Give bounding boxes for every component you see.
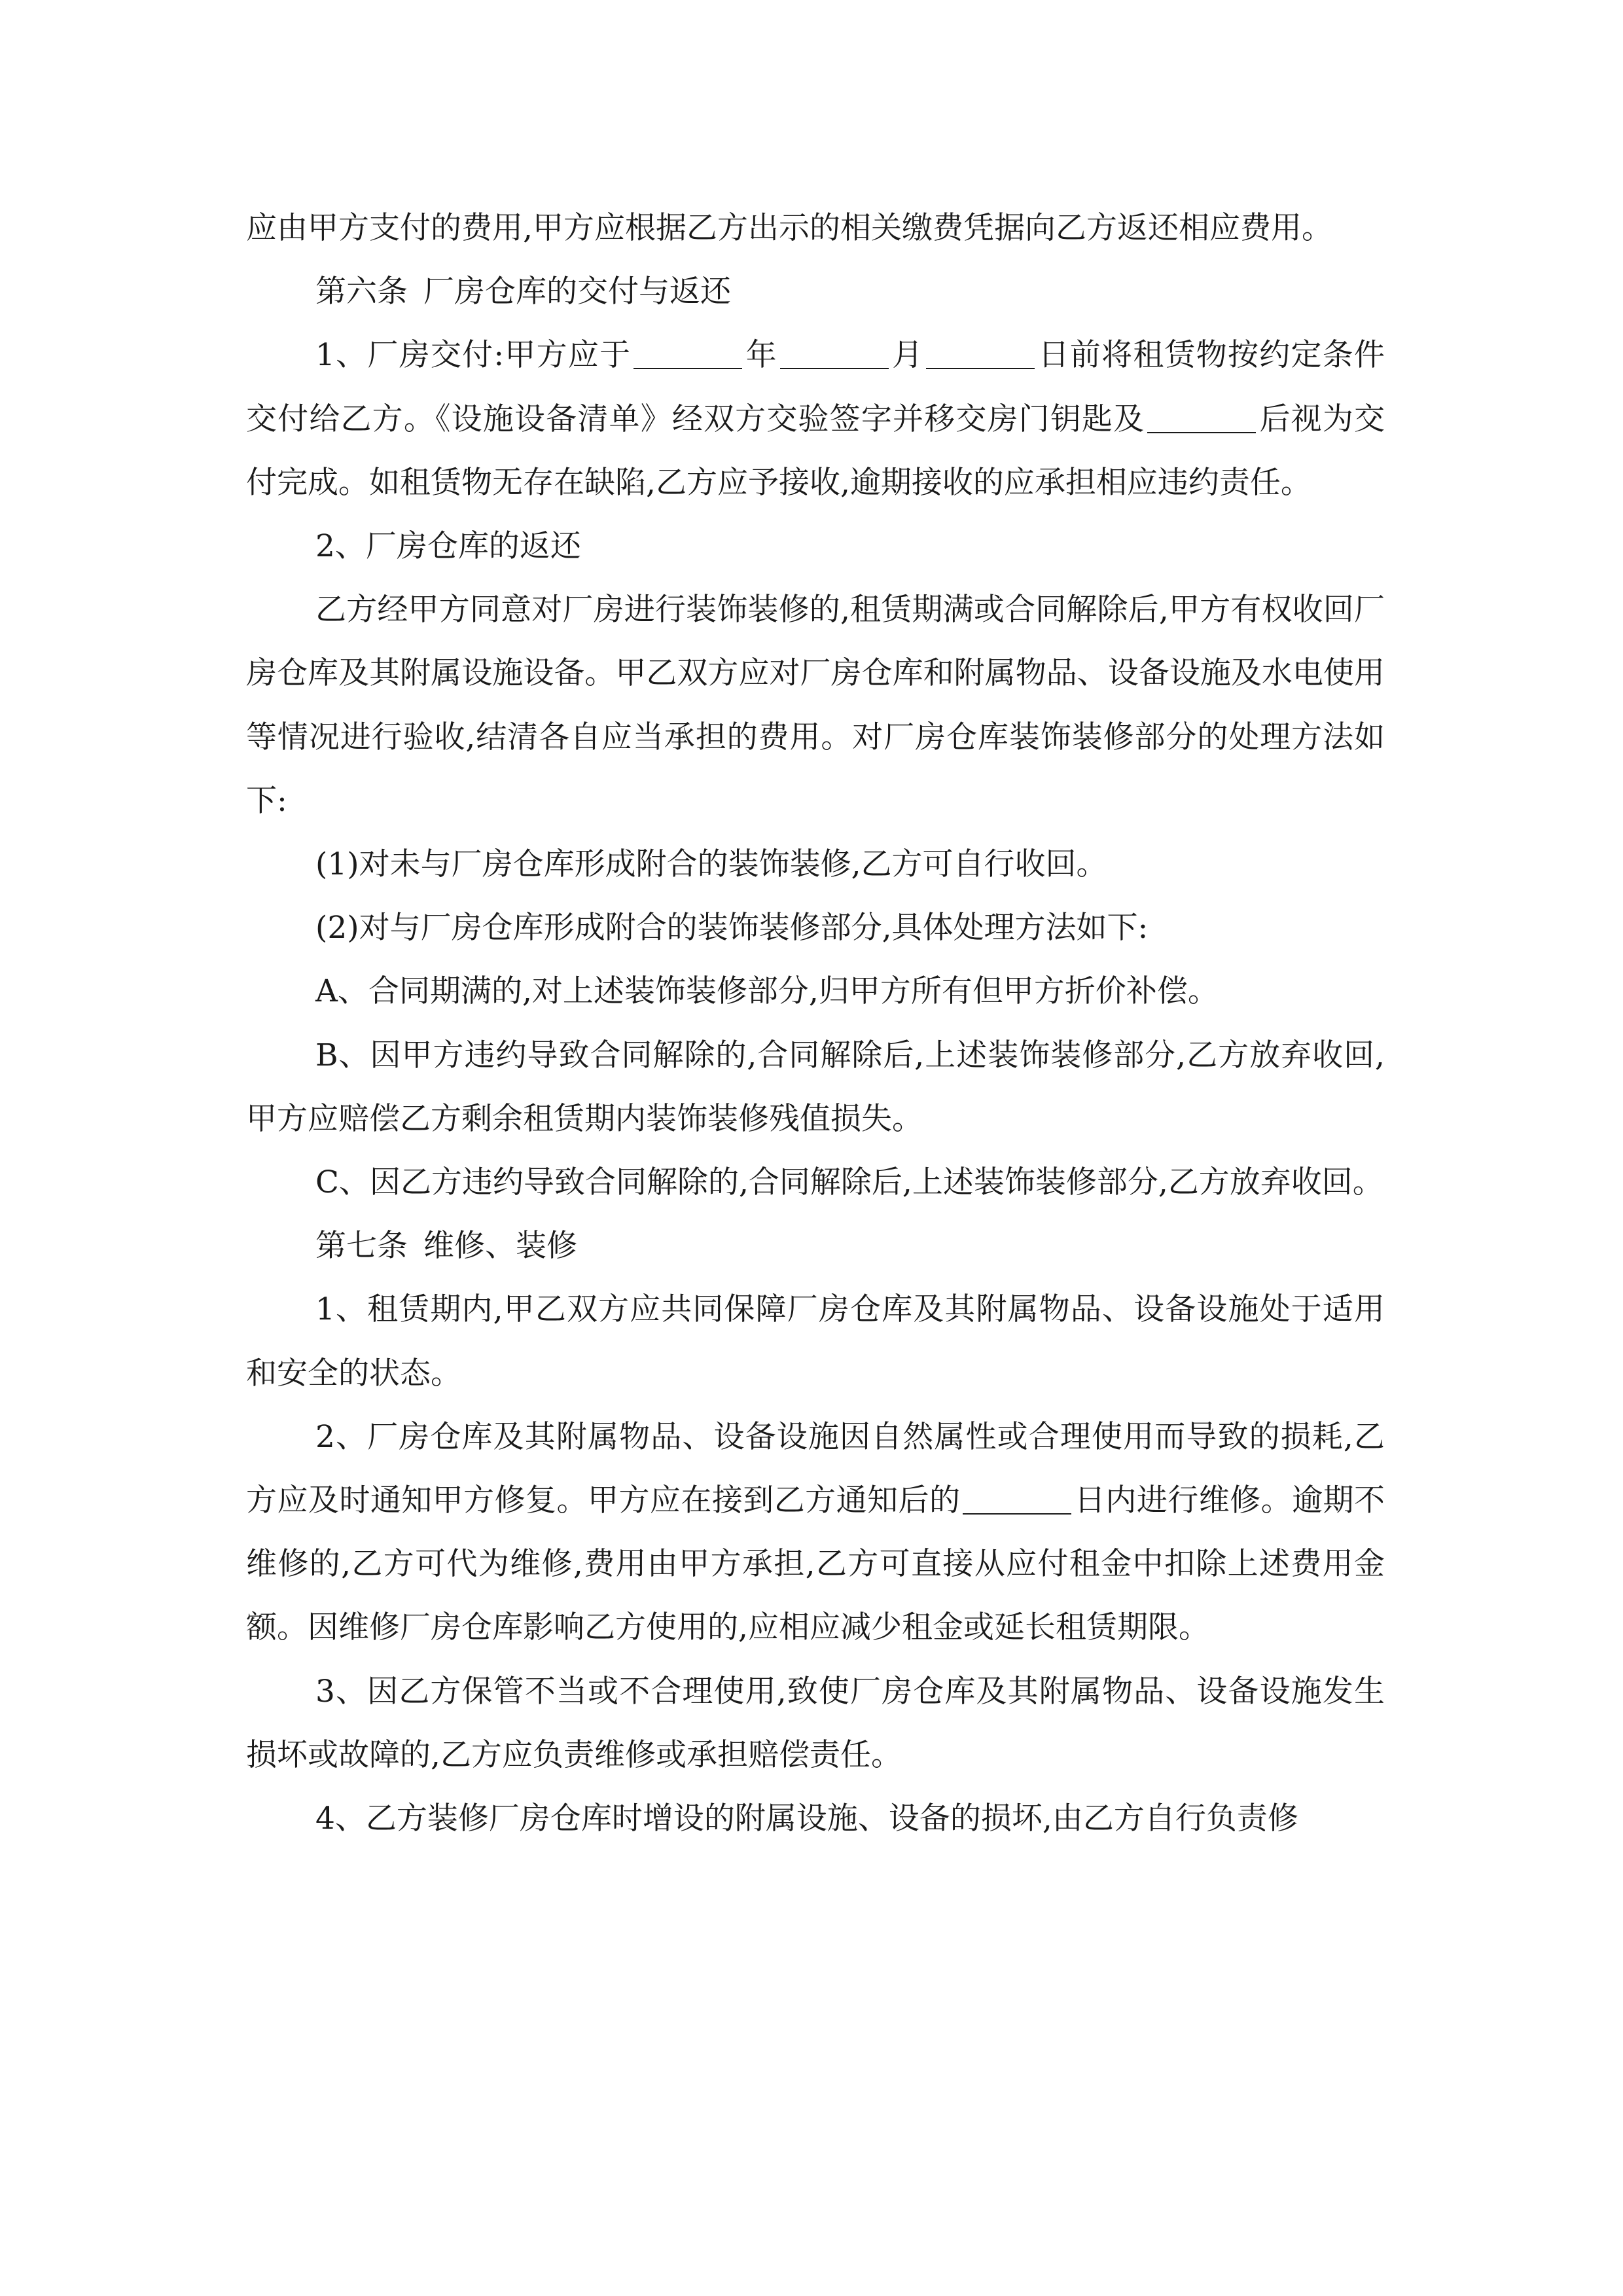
article-6-clause-2-heading: 2、厂房仓库的返还 xyxy=(315,528,581,565)
document-body xyxy=(246,196,1385,1850)
article-6-clause-2-item-c: C、因乙方违约导致合同解除的,合同解除后,上述装饰装修部分,乙方放弃收回。 xyxy=(315,1164,1383,1201)
article-6-heading: 第六条 厂房仓库的交付与返还 xyxy=(315,274,731,310)
article-6-clause-2-item-1: (1)对未与厂房仓库形成附合的装饰装修,乙方可自行收回。 xyxy=(315,846,1107,883)
blank-line xyxy=(780,338,889,369)
article-7-clause-3: 3、因乙方保管不当或不合理使用,致使厂房仓库及其附属物品、设备设施发生损坏或故障的,乙方应负责维修或承担赔偿责任。 xyxy=(246,1673,1385,1773)
blank-line xyxy=(633,338,742,369)
article-6-clause-2-item-b: B、因甲方违约导致合同解除的,合同解除后,上述装饰装修部分,乙方放弃收回,甲方应赔偿乙方剩余租赁期内装饰装修残值损失。 xyxy=(246,1037,1385,1137)
article-7-heading: 第七条 维修、装修 xyxy=(315,1228,577,1265)
blank-line xyxy=(926,338,1035,369)
article-7-clause-1: 1、租赁期内,甲乙双方应共同保障厂房仓库及其附属物品、设备设施处于适用和安全的状态。 xyxy=(246,1291,1385,1391)
paragraph-intro: 应由甲方支付的费用,甲方应根据乙方出示的相关缴费凭据向乙方返还相应费用。 xyxy=(246,210,1332,246)
article-7-clause-4: 4、乙方装修厂房仓库时增设的附属设施、设备的损坏,由乙方自行负责修 xyxy=(315,1801,1298,1837)
article-7-clause-2: 2、厂房仓库及其附属物品、设备设施因自然属性或合理使用而导致的损耗,乙方应及时通知甲方修复。甲方应在接到乙方通知后的 日内进行维修。逾期不维修的,乙方可代为维修,费用由甲方承担,乙方可直接从应付租金中扣除上述费用金额。因维修厂房仓库影响乙方使用的,应相应减少租金或延长租赁期限。 xyxy=(246,1418,1385,1646)
article-6-clause-2-body: 乙方经甲方同意对厂房进行装饰装修的,租赁期满或合同解除后,甲方有权收回厂房仓库及其附属设施设备。甲乙双方应对厂房仓库和附属物品、设备设施及水电使用等情况进行验收,结清各自应当承担的费用。对厂房仓库装饰装修部分的处理方法如下: xyxy=(246,592,1385,819)
article-6-clause-1: 1、厂房交付:甲方应于 年 月 日前将租赁物按约定条件交付给乙方。《设施设备清单》经双方交验签字并移交房门钥匙及 后视为交付完成。如租赁物无存在缺陷,乙方应予接收,逾期接收的应承担相应违约责任。 xyxy=(246,337,1385,501)
blank-line xyxy=(1147,402,1256,433)
article-6-clause-2-item-a: A、合同期满的,对上述装饰装修部分,归甲方所有但甲方折价补偿。 xyxy=(315,973,1219,1010)
article-6-clause-2-item-2: (2)对与厂房仓库形成附合的装饰装修部分,具体处理方法如下: xyxy=(315,910,1149,946)
blank-line xyxy=(963,1483,1071,1515)
